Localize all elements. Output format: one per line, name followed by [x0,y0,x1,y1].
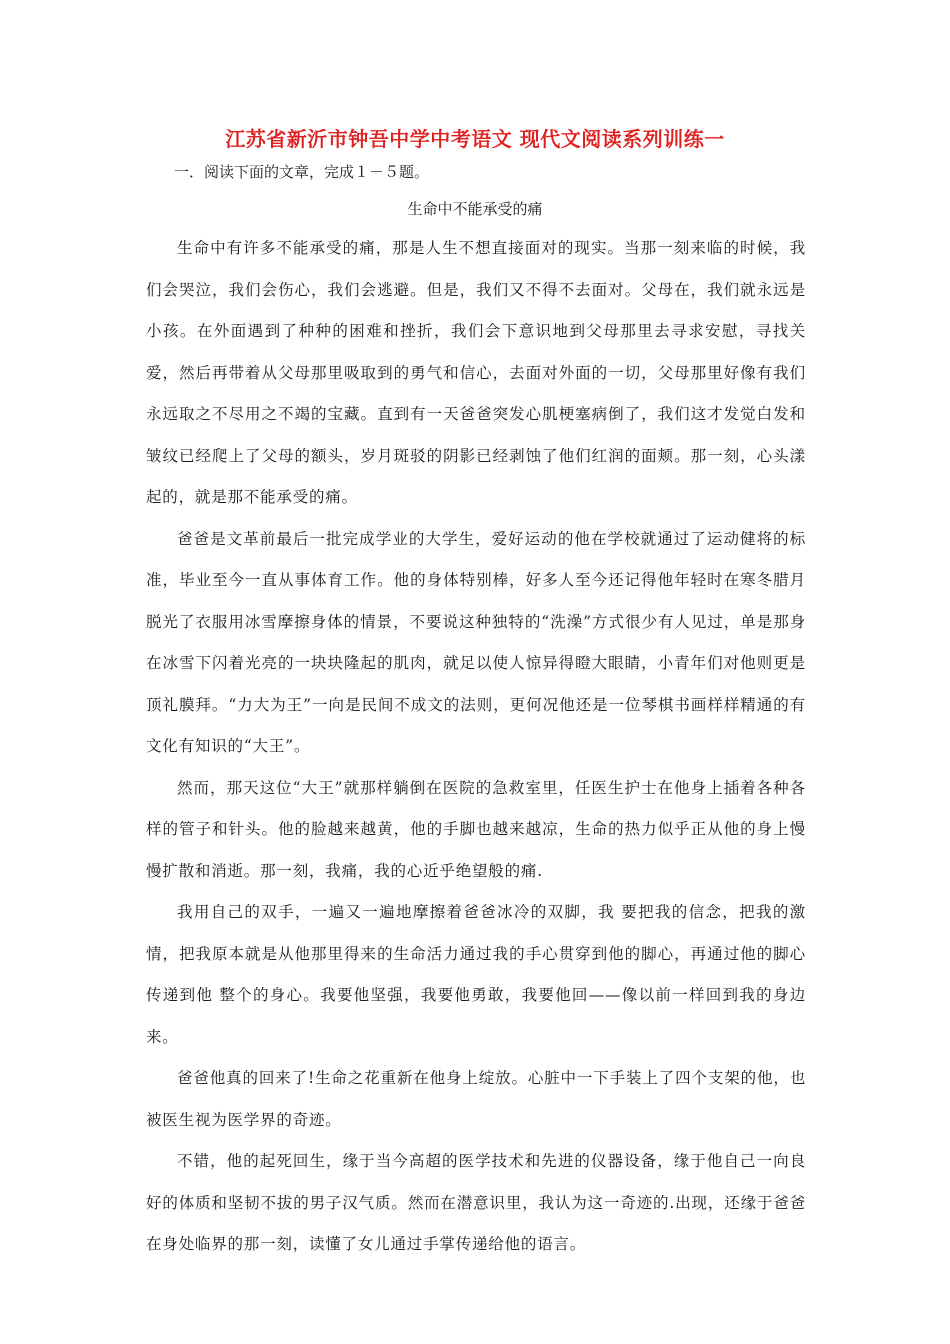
paragraph: 不错，他的起死回生，缘于当今高超的医学技术和先进的仪器设备，缘于他自己一向良好的体质和坚韧不拔的男子汉气质。然而在潜意识里，我认为这一奇迹的.出现，还缘于爸爸在身处临界的那一刻，读懂了女儿通过手掌传递给他的语言。 [146,1152,806,1253]
paragraph: 爸爸他真的回来了!生命之花重新在他身上绽放。心脏中一下手装上了四个支架的他，也被医生视为医学界的奇迹。 [146,1069,806,1129]
question-instruction: 一．阅读下面的文章，完成１－５题。 [174,163,430,181]
paragraph: 然而，那天这位“大王”就那样躺倒在医院的急救室里，任医生护士在他身上插着各种各样的管子和针头。他的脸越来越黄，他的手脚也越来越凉，生命的热力似乎正从他的身上慢慢扩散和消逝。那一刻，我痛，我的心近乎绝望般的痛. [146,778,806,880]
article-body [146,228,806,1266]
article-title: 生命中不能承受的痛 [407,200,543,218]
paragraph: 爸爸是文革前最后一批完成学业的大学生，爱好运动的他在学校就通过了运动健将的标准，毕业至今一直从事体育工作。他的身体特别棒，好多人至今还记得他年轻时在寒冬腊月脱光了衣服用冰雪摩擦身体的情景，不要说这种独特的“洗澡”方式很少有人见过，单是那身在冰雪下闪着光亮的一块块隆起的肌肉，就足以使人惊异得瞪大眼睛，小青年们对他则更是顶礼膜拜。“力大为王”一向是民间不成文的法则，更何况他还是一位琴棋书画样样精通的有文化有知识的“大王”。 [146,529,806,755]
document-title: 江苏省新沂市钟吾中学中考语文 现代文阅读系列训练一 [225,127,725,151]
paragraph: 我用自己的双手，一遍又一遍地摩擦着爸爸冰冷的双脚，我 要把我的信念，把我的激情，把我原本就是从他那里得来的生命活力通过我的手心贯穿到他的脚心，再通过他的脚心传递到他 整个的身心。我要他坚强，我要他勇敢，我要他回——像以前一样回到我的身边来。 [146,903,806,1046]
paragraph: 生命中有许多不能承受的痛，那是人生不想直接面对的现实。当那一刻来临的时候，我们会哭泣，我们会伤心，我们会逃避。但是，我们又不得不去面对。父母在，我们就永远是小孩。在外面遇到了种种的困难和挫折，我们会下意识地到父母那里去寻求安慰，寻找关爱，然后再带着从父母那里吸取到的勇气和信心，去面对外面的一切，父母那里好像有我们永远取之不尽用之不竭的宝藏。直到有一天爸爸突发心肌梗塞病倒了，我们这才发觉白发和皱纹已经爬上了父母的额头，岁月斑驳的阴影已经剥蚀了他们红润的面颊。那一刻，心头漾起的，就是那不能承受的痛。 [146,239,806,506]
